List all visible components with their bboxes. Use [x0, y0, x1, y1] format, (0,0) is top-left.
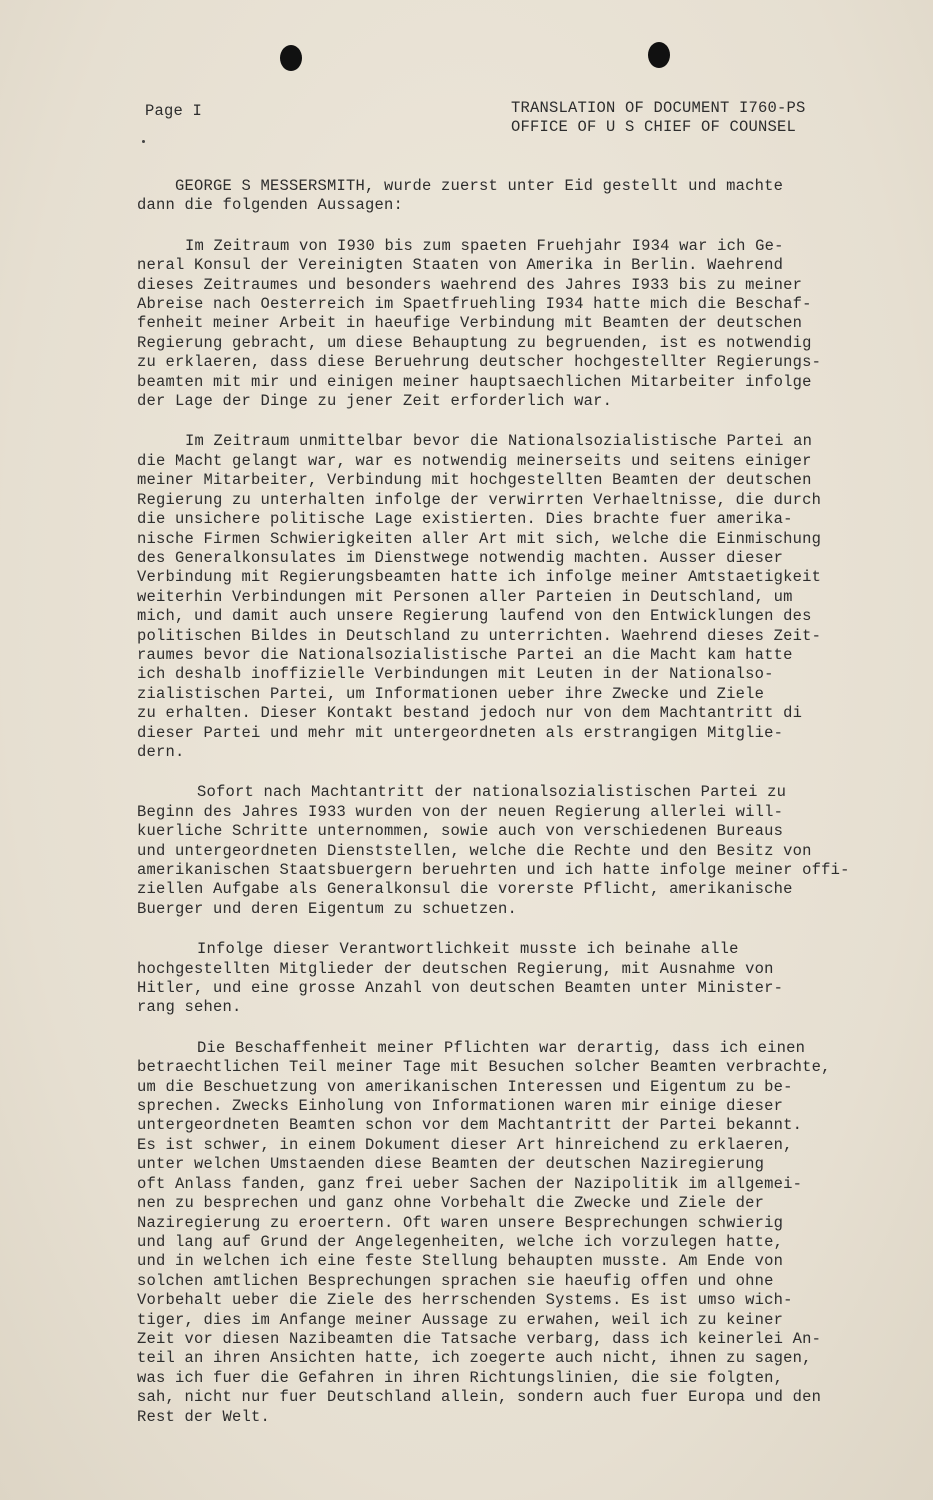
text-line: kuerliche Schritte unternommen, sowie auch von verschiedenen Bureaus	[137, 822, 784, 841]
paragraph	[0, 940, 933, 1018]
text-line: Naziregierung zu eroertern. Oft waren unsere Besprechungen schwierig	[137, 1213, 784, 1232]
text-line: zu erhalten. Dieser Kontakt bestand jedoch nur von dem Machtantritt di	[137, 704, 803, 723]
text-line: Buerger und deren Eigentum zu schuetzen.	[137, 899, 518, 918]
text-line: zialistischen Partei, um Informationen ueber ihre Zwecke und Ziele	[137, 684, 765, 703]
text-line: dern.	[137, 742, 185, 761]
text-line: rang sehen.	[137, 998, 242, 1017]
text-line: Im Zeitraum von I930 bis zum spaeten Fruehjahr I934 war ich Ge-	[185, 236, 784, 255]
text-line: was ich fuer die Gefahren in ihren Richtungslinien, die sie folgten,	[137, 1368, 784, 1387]
text-line: hochgestellten Mitglieder der deutschen Regierung, mit Ausnahme von	[137, 959, 774, 978]
text-line: und in welchen ich eine feste Stellung behaupten musste. Am Ende von	[137, 1252, 784, 1271]
text-line: nen zu besprechen und ganz ohne Vorbehalt die Zwecke und Ziele der	[137, 1194, 765, 1213]
text-line: dieser Partei und mehr mit untergeordneten als erstrangigen Mitglie-	[137, 723, 784, 742]
text-line: neral Konsul der Vereinigten Staaten von Amerika in Berlin. Waehrend	[137, 256, 784, 275]
paragraph	[0, 432, 933, 762]
text-line: Regierung gebracht, um diese Behauptung zu begruenden, ist es notwendig	[137, 333, 812, 352]
text-line: oft Anlass fanden, ganz frei ueber Sachen der Nazipolitik im allgemei-	[137, 1174, 803, 1193]
text-line: sah, nicht nur fuer Deutschland allein, sondern auch fuer Europa und den	[137, 1388, 822, 1407]
text-line: Im Zeitraum unmittelbar bevor die Nationalsozialistische Partei an	[185, 432, 813, 451]
paragraph	[0, 177, 933, 216]
text-line: dann die folgenden Aussagen:	[137, 196, 404, 215]
text-line: nische Firmen Schwierigkeiten aller Art mit sich, welche die Einmischung	[137, 529, 822, 548]
text-line: ziellen Aufgabe als Generalkonsul die vorerste Pflicht, amerikanische	[137, 880, 793, 899]
text-line: GEORGE S MESSERSMITH, wurde zuerst unter Eid gestellt und machte	[175, 177, 784, 195]
text-line: um die Beschuetzung von amerikanischen Interessen und Eigentum zu be-	[137, 1077, 793, 1096]
text-line: Regierung zu unterhalten infolge der verwirrten Verhaeltnisse, die durch	[137, 490, 822, 509]
paragraph	[0, 783, 933, 919]
text-line: Hitler, und eine grosse Anzahl von deutschen Beamten unter Minister-	[137, 979, 784, 998]
text-line: unter welchen Umstaenden diese Beamten der deutschen Naziregierung	[137, 1155, 765, 1174]
text-line: Beginn des Jahres I933 wurden von der neuen Regierung allerlei will-	[137, 802, 784, 821]
text-line: fenheit meiner Arbeit in haeufige Verbindung mit Beamten der deutschen	[137, 314, 803, 333]
text-line: mich, und damit auch unsere Regierung laufend von den Entwicklungen des	[137, 607, 812, 626]
text-line: Zeit vor diesen Nazibeamten die Tatsache verbarg, dass ich keinerlei An-	[137, 1329, 822, 1348]
text-line: teil an ihren Ansichten hatte, ich zoegerte auch nicht, ihnen zu sagen,	[137, 1349, 812, 1368]
text-line: zu erklaeren, dass diese Beruehrung deutscher hochgestellter Regierungs-	[137, 353, 822, 372]
text-line: und untergeordneten Dienststellen, welche die Rechte und den Besitz von	[137, 841, 812, 860]
text-line: amerikanischen Staatsbuergern beruehrten und ich hatte infolge meiner offi-	[137, 861, 850, 879]
text-line: Die Beschaffenheit meiner Pflichten war derartig, dass ich einen	[197, 1038, 806, 1057]
stray-mark	[142, 140, 145, 143]
text-line: die unsichere politische Lage existierten. Dies brachte fuer amerika-	[137, 510, 793, 529]
text-line: Sofort nach Machtantritt der nationalsozialistischen Partei zu	[197, 783, 787, 802]
text-line: Verbindung mit Regierungsbeamten hatte ich infolge meiner Amtstaetigkeit	[137, 568, 822, 587]
text-line: untergeordneten Beamten schon vor dem Machtantritt der Partei bekannt.	[137, 1116, 803, 1135]
text-line: Infolge dieser Verantwortlichkeit musste ich beinahe alle	[197, 940, 739, 959]
text-line: Vorbehalt ueber die Ziele des herrschenden Systems. Es ist umso wich-	[137, 1291, 793, 1310]
punch-hole-left	[280, 45, 302, 71]
text-line: Es ist schwer, in einem Dokument dieser Art hinreichend zu erklaeren,	[137, 1135, 793, 1154]
paragraph	[0, 1039, 933, 1427]
text-line: meiner Mitarbeiter, Verbindung mit hochgestellten Beamten der deutschen	[137, 471, 812, 490]
text-line: Abreise nach Oesterreich im Spaetfruehling I934 hatte mich die Beschaf-	[137, 295, 812, 314]
text-line: raumes bevor die Nationalsozialistische Partei an die Macht kam hatte	[137, 645, 793, 664]
text-line: sprechen. Zwecks Einholung von Informationen waren mir einige dieser	[137, 1097, 784, 1116]
document-body	[0, 177, 933, 1427]
text-line: der Lage der Dinge zu jener Zeit erforderlich war.	[137, 392, 613, 411]
text-line: politischen Bildes in Deutschland zu unterrichten. Waehrend dieses Zeit-	[137, 626, 822, 645]
text-line: betraechtlichen Teil meiner Tage mit Besuchen solcher Beamten verbrachte,	[137, 1058, 831, 1077]
text-line: beamten mit mir und einigen meiner hauptsaechlichen Mitarbeiter infolge	[137, 372, 812, 391]
header-title-line-1: TRANSLATION OF DOCUMENT I760-PS	[511, 99, 806, 117]
page-number: Page I	[145, 102, 203, 120]
paragraph	[0, 237, 933, 412]
text-line: solchen amtlichen Besprechungen sprachen sie haeufig offen und ohne	[137, 1271, 774, 1290]
text-line: des Generalkonsulates im Dienstwege notwendig machten. Ausser dieser	[137, 548, 784, 567]
punch-hole-right	[648, 42, 670, 68]
text-line: ich deshalb inoffizielle Verbindungen mit Leuten in der Nationalso-	[137, 665, 774, 684]
text-line: weiterhin Verbindungen mit Personen aller Parteien in Deutschland, um	[137, 587, 793, 606]
header-title-line-2: OFFICE OF U S CHIEF OF COUNSEL	[511, 118, 797, 136]
text-line: die Macht gelangt war, war es notwendig meinerseits und seitens einiger	[137, 451, 812, 470]
text-line: und lang auf Grund der Angelegenheiten, welche ich vorzulegen hatte,	[137, 1232, 784, 1251]
text-line: dieses Zeitraumes und besonders waehrend des Jahres I933 bis zu meiner	[137, 275, 803, 294]
text-line: Rest der Welt.	[137, 1407, 271, 1426]
document-header	[511, 99, 806, 137]
text-line: tiger, dies im Anfange meiner Aussage zu erwahen, weil ich zu keiner	[137, 1310, 784, 1329]
